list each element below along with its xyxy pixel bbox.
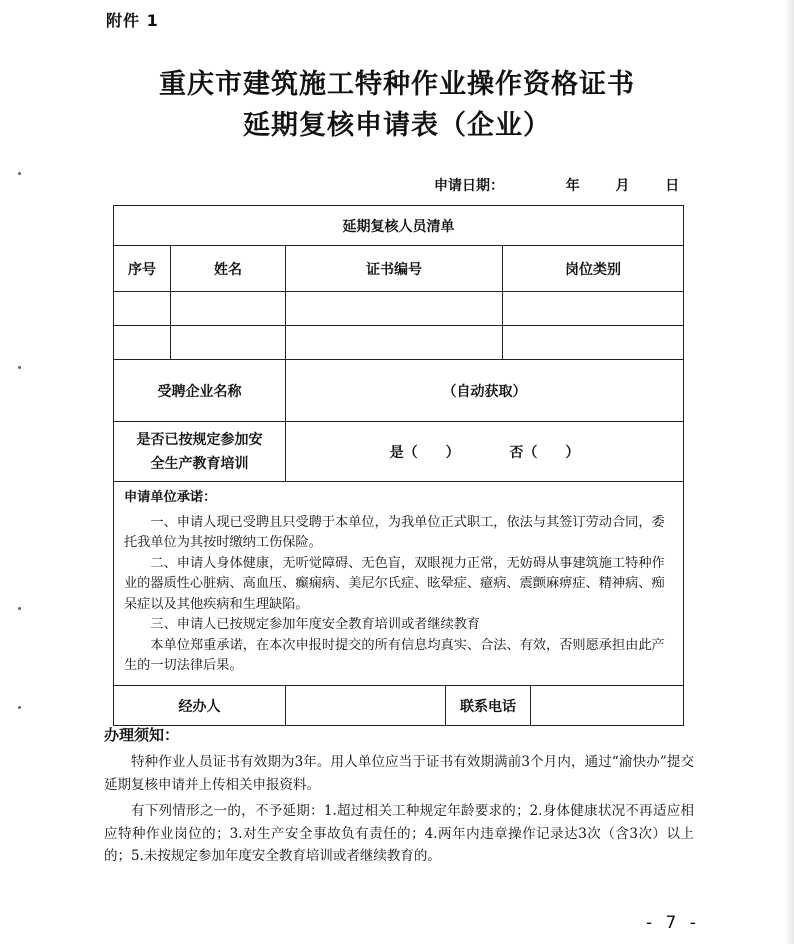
apply-date-day: 日	[665, 178, 680, 194]
training-options	[286, 422, 684, 482]
phone-label: 联系电话	[446, 686, 531, 726]
phone-value[interactable]	[531, 686, 684, 726]
training-label	[114, 422, 286, 482]
handler-value[interactable]	[286, 686, 446, 726]
cell-name-2[interactable]	[171, 326, 286, 360]
pledge-item-2: 二、申请人身体健康，无听觉障碍、无色盲，双眼视力正常，无妨碍从事建筑施工特种作业的器质性心脏病、高血压、癫痫病、美尼尔氏症、眩晕症、癔病、震颤麻痹症、精神病、痴呆症以及其他疾病和生理缺陷。	[124, 555, 665, 612]
attachment-label: 附件 1	[106, 11, 159, 30]
handler-label: 经办人	[114, 686, 286, 726]
pledge-heading: 申请单位承诺：	[124, 490, 217, 505]
scan-speck	[18, 706, 21, 709]
cell-job-2[interactable]	[503, 326, 684, 360]
apply-date-label: 申请日期：	[434, 178, 504, 194]
cell-seq-2[interactable]	[114, 326, 171, 360]
pledge-statement: 本单位郑重承诺，在本次申报时提交的所有信息均真实、合法、有效，否则愿承担由此产生的一切法律后果。	[124, 637, 665, 673]
apply-date	[434, 175, 679, 195]
note-paragraph-1: 特种作业人员证书有效期为3年。用人单位应当于证书有效期满前3个月内，通过“渝快办”提交延期复核申请并上传相关申报资料。	[104, 754, 694, 793]
page-number: - 7 -	[646, 913, 700, 933]
notes-heading: 办理须知：	[104, 726, 180, 744]
cell-name-1[interactable]	[171, 292, 286, 326]
pledge-section	[114, 482, 684, 686]
training-no-option[interactable]: 否（ ）	[509, 444, 580, 461]
scan-speck	[18, 607, 21, 610]
training-label-line1: 是否已按规定参加安	[136, 431, 263, 448]
cell-job-1[interactable]	[503, 292, 684, 326]
pledge-item-1: 一、申请人现已受聘且只受聘于本单位，为我单位正式职工，依法与其签订劳动合同，委托我单位为其按时缴纳工伤保险。	[124, 514, 665, 550]
note-paragraph-2: 有下列情形之一的，不予延期：1.超过相关工种规定年龄要求的；2.身体健康状况不再适应相应特种作业岗位的；3.对生产安全事故负有责任的；4.两年内违章操作记录达3次（含3次）以上的；5.未按规定参加年度安全教育培训或者继续教育的。	[104, 803, 694, 864]
apply-date-month: 月	[615, 178, 630, 194]
header-seq: 序号	[114, 246, 171, 292]
header-name: 姓名	[171, 246, 286, 292]
application-form-table	[113, 205, 684, 726]
training-yes-option[interactable]: 是（ ）	[389, 444, 460, 461]
header-job-category: 岗位类别	[503, 246, 684, 292]
pledge-item-3: 三、申请人已按规定参加年度安全教育培训或者继续教育	[150, 617, 481, 632]
header-cert-no: 证书编号	[286, 246, 503, 292]
cell-cert-1[interactable]	[286, 292, 503, 326]
document-title-line1: 重庆市建筑施工特种作业操作资格证书	[159, 69, 635, 100]
cell-seq-1[interactable]	[114, 292, 171, 326]
scan-speck	[18, 172, 21, 175]
training-label-line2: 全生产教育培训	[150, 455, 249, 472]
apply-date-year: 年	[565, 178, 580, 194]
employer-label: 受聘企业名称	[114, 360, 286, 422]
scan-speck	[18, 366, 21, 369]
document-title-line2: 延期复核申请表（企业）	[243, 110, 551, 141]
employer-value: （自动获取）	[286, 360, 684, 422]
cell-cert-2[interactable]	[286, 326, 503, 360]
notes-body	[104, 751, 694, 872]
personnel-list-title: 延期复核人员清单	[114, 206, 684, 246]
